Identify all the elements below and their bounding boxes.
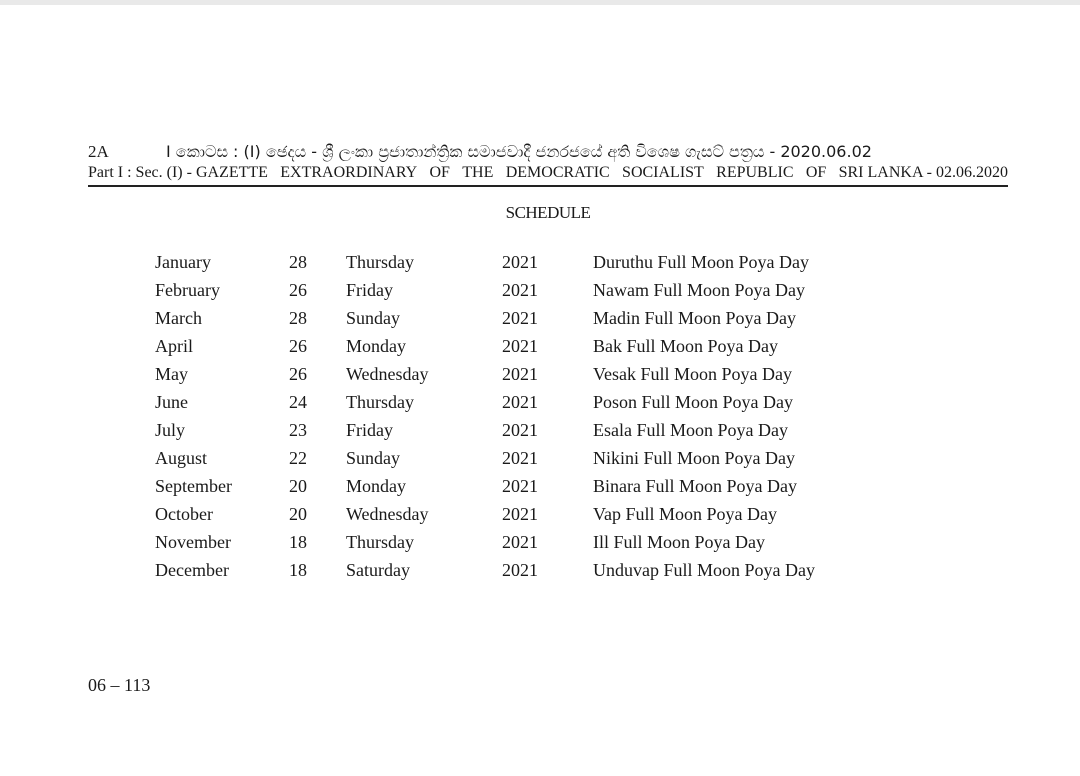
year-cell: 2021 bbox=[502, 504, 538, 524]
holiday-name-cell: Vesak Full Moon Poya Day bbox=[593, 364, 792, 384]
header-word: THE bbox=[462, 164, 494, 181]
header-divider bbox=[88, 185, 1008, 187]
page-id: 2A bbox=[88, 142, 109, 161]
holiday-name-cell: Ill Full Moon Poya Day bbox=[593, 532, 766, 552]
month-cell: May bbox=[155, 364, 188, 384]
day-cell: 22 bbox=[289, 448, 307, 468]
holiday-name-cell: Nawam Full Moon Poya Day bbox=[593, 280, 805, 300]
weekday-cell: Monday bbox=[346, 476, 406, 496]
weekday-cell: Monday bbox=[346, 336, 406, 356]
holiday-name-cell: Unduvap Full Moon Poya Day bbox=[593, 560, 815, 580]
weekday-cell: Sunday bbox=[346, 308, 400, 328]
holiday-name-cell: Nikini Full Moon Poya Day bbox=[593, 448, 796, 468]
year-cell: 2021 bbox=[502, 336, 538, 356]
weekday-cell: Thursday bbox=[346, 532, 414, 552]
month-cell: January bbox=[155, 252, 211, 272]
month-cell: July bbox=[155, 420, 186, 440]
header-word: OF bbox=[805, 164, 827, 181]
weekday-cell: Wednesday bbox=[346, 364, 429, 384]
year-cell: 2021 bbox=[502, 364, 538, 384]
day-cell: 26 bbox=[289, 364, 307, 384]
day-cell: 26 bbox=[289, 336, 307, 356]
month-cell: June bbox=[155, 392, 188, 412]
year-cell: 2021 bbox=[502, 392, 538, 412]
viewer-top-bar bbox=[0, 0, 1080, 5]
year-cell: 2021 bbox=[502, 420, 538, 440]
day-cell: 28 bbox=[289, 308, 307, 328]
weekday-cell: Thursday bbox=[346, 392, 414, 412]
holiday-name-cell: Duruthu Full Moon Poya Day bbox=[593, 252, 809, 272]
year-cell: 2021 bbox=[502, 308, 538, 328]
year-cell: 2021 bbox=[502, 476, 538, 496]
day-cell: 18 bbox=[289, 532, 307, 552]
day-cell: 20 bbox=[289, 504, 307, 524]
day-cell: 24 bbox=[289, 392, 307, 412]
month-cell: April bbox=[155, 336, 193, 356]
year-cell: 2021 bbox=[502, 252, 538, 272]
year-cell: 2021 bbox=[502, 560, 538, 580]
header-word: Part I : Sec. (I) - GAZETTE bbox=[88, 164, 268, 181]
month-cell: February bbox=[155, 280, 220, 300]
day-cell: 26 bbox=[289, 280, 307, 300]
header-word: EXTRAORDINARY bbox=[280, 164, 418, 181]
month-cell: March bbox=[155, 308, 202, 328]
header-word: REPUBLIC bbox=[716, 164, 794, 181]
header-word: SRI LANKA - 02.06.2020 bbox=[838, 164, 1008, 181]
weekday-cell: Sunday bbox=[346, 448, 400, 468]
holiday-name-cell: Madin Full Moon Poya Day bbox=[593, 308, 797, 328]
day-cell: 23 bbox=[289, 420, 307, 440]
weekday-cell: Saturday bbox=[346, 560, 410, 580]
weekday-cell: Friday bbox=[346, 280, 393, 300]
month-cell: November bbox=[155, 532, 231, 552]
schedule-title: SCHEDULE bbox=[505, 203, 591, 222]
english-header-title bbox=[88, 164, 1008, 182]
page-number: 06 – 113 bbox=[88, 675, 151, 695]
year-cell: 2021 bbox=[502, 280, 538, 300]
month-cell: December bbox=[155, 560, 229, 580]
month-cell: October bbox=[155, 504, 213, 524]
holiday-name-cell: Binara Full Moon Poya Day bbox=[593, 476, 797, 496]
year-cell: 2021 bbox=[502, 448, 538, 468]
day-cell: 20 bbox=[289, 476, 307, 496]
header-word: OF bbox=[429, 164, 450, 181]
month-cell: August bbox=[155, 448, 208, 468]
weekday-cell: Friday bbox=[346, 420, 393, 440]
header-word: DEMOCRATIC bbox=[505, 164, 610, 181]
holiday-name-cell: Esala Full Moon Poya Day bbox=[593, 420, 788, 440]
weekday-cell: Wednesday bbox=[346, 504, 429, 524]
weekday-cell: Thursday bbox=[346, 252, 414, 272]
holiday-name-cell: Vap Full Moon Poya Day bbox=[593, 504, 777, 524]
day-cell: 28 bbox=[289, 252, 307, 272]
day-cell: 18 bbox=[289, 560, 307, 580]
year-cell: 2021 bbox=[502, 532, 538, 552]
holiday-name-cell: Poson Full Moon Poya Day bbox=[593, 392, 794, 412]
sinhala-header-title: I කොටස : (I) ඡෙදය - ශ්‍රී ලංකා ප්‍රජාතාන්ත්‍රික සමාජවාදී ජනරජයේ අති විශෙෂ ගැසට් පත්‍රය - 2020.06.02 bbox=[166, 142, 872, 161]
holiday-name-cell: Bak Full Moon Poya Day bbox=[593, 336, 779, 356]
header-word: SOCIALIST bbox=[622, 164, 704, 181]
month-cell: September bbox=[155, 476, 232, 496]
